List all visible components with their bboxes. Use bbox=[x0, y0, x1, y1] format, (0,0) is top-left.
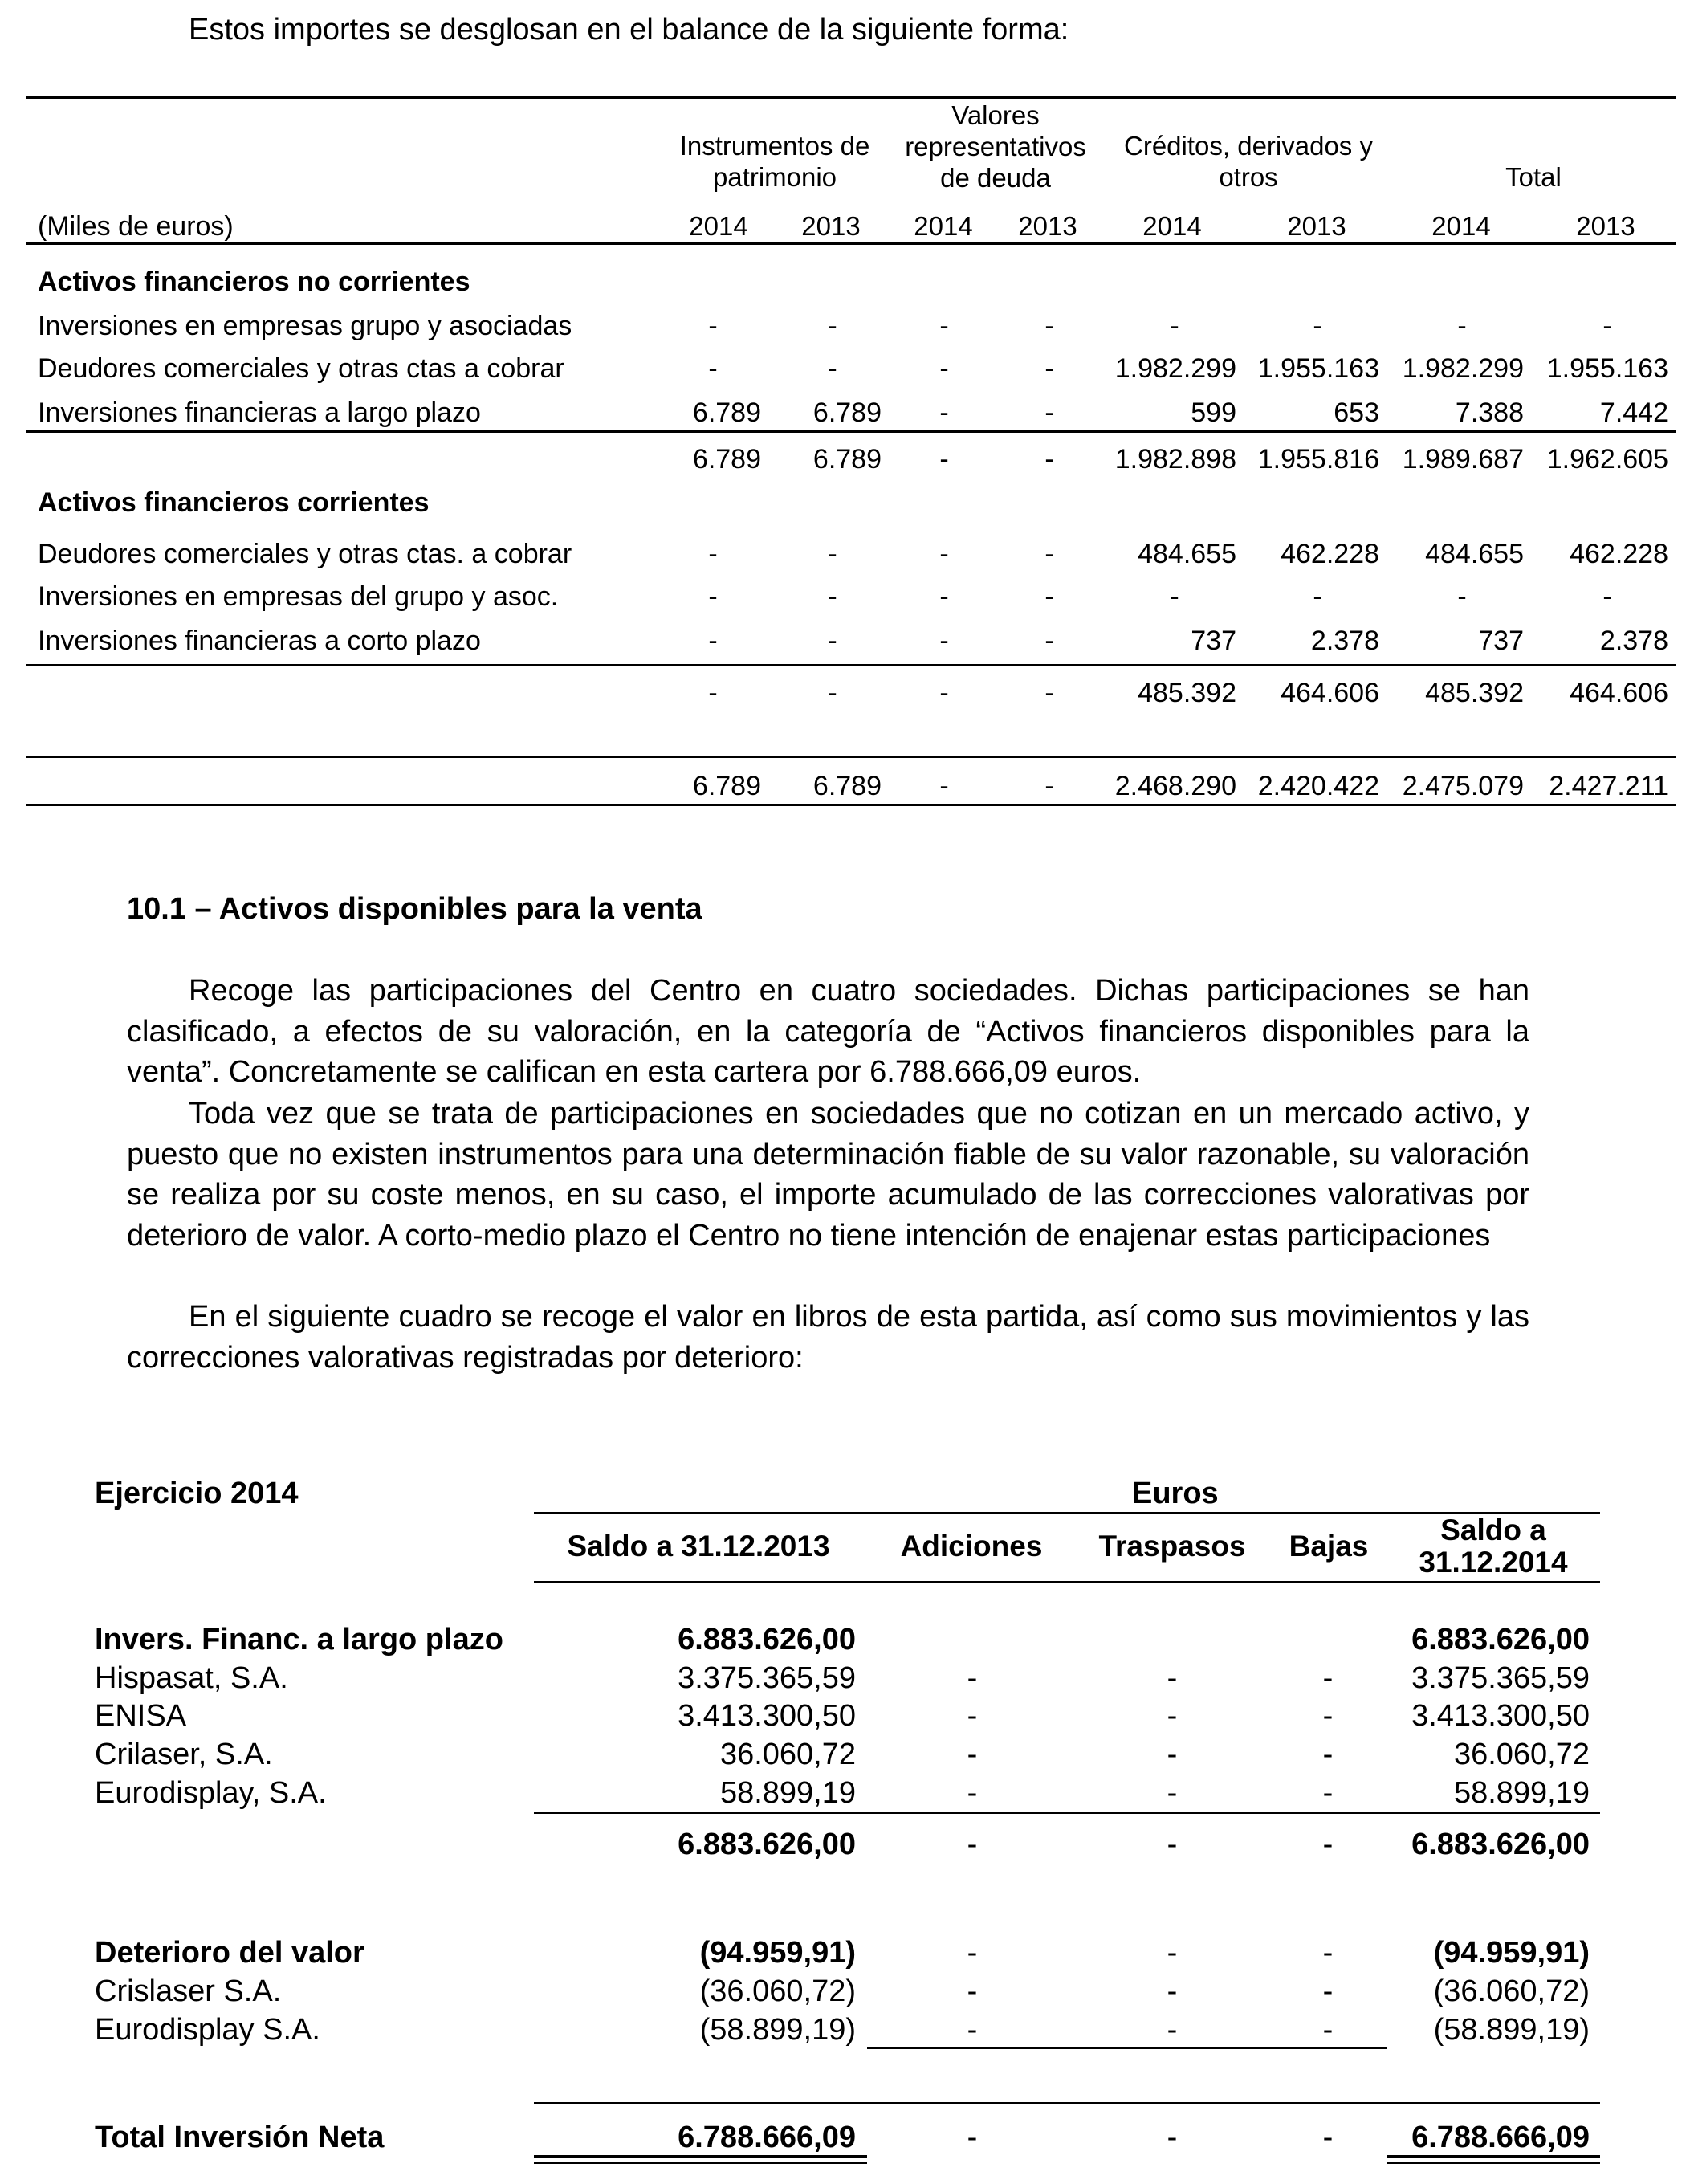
table1-row-value: - bbox=[939, 539, 949, 569]
table1-row-value: - bbox=[828, 311, 837, 341]
table1-total-value: 2.420.422 bbox=[1257, 771, 1379, 801]
table1-row-value: 737 bbox=[1478, 625, 1524, 656]
table2-row-value: (36.060,72) bbox=[699, 1974, 856, 2008]
table2-total-rule-top bbox=[534, 2102, 1600, 2104]
table1-row-value: 599 bbox=[1191, 397, 1236, 428]
table2-row-value: 58.899,19 bbox=[1453, 1776, 1590, 1810]
table1-row-value: 2.378 bbox=[1310, 625, 1379, 656]
table1-total-rule-top bbox=[26, 756, 1676, 758]
header-adiciones: Adiciones bbox=[900, 1530, 1043, 1563]
table2-row-value: 58.899,19 bbox=[719, 1776, 856, 1810]
header-instrumentos: Instrumentos de patrimonio bbox=[679, 131, 870, 192]
table2-group-impairment-label: Deterioro del valor bbox=[95, 1936, 364, 1970]
table2-row-label: Eurodisplay, S.A. bbox=[95, 1776, 327, 1810]
table2-row-label: Eurodisplay S.A. bbox=[95, 2013, 320, 2047]
table1-total-rule-bottom bbox=[26, 804, 1676, 806]
table1-row-value: - bbox=[939, 311, 949, 341]
table2-row-value: - bbox=[1167, 2013, 1178, 2047]
table1-row-value: - bbox=[939, 581, 949, 612]
header-total: Total bbox=[1505, 162, 1562, 192]
year-header: 2014 bbox=[1142, 211, 1202, 241]
total-double-underline-1b bbox=[534, 2162, 867, 2164]
table2-row-value: - bbox=[1167, 1974, 1178, 2008]
table2-row-value: 36.060,72 bbox=[719, 1738, 856, 1771]
table2-row-value: (36.060,72) bbox=[1433, 1974, 1590, 2008]
table2-total-value: 6.788.666,09 bbox=[678, 2121, 856, 2154]
header-valores: Valores representativos de deuda bbox=[905, 100, 1086, 193]
table2-group-impairment-value: - bbox=[1322, 1936, 1334, 1970]
table1-subtotal-current-value: - bbox=[939, 678, 949, 708]
table2-total-value: 6.788.666,09 bbox=[1411, 2121, 1590, 2154]
year-header: 2013 bbox=[801, 211, 861, 241]
table1-row-value: - bbox=[1044, 353, 1054, 384]
table1-row-value: - bbox=[1457, 311, 1467, 341]
table1-row-value: - bbox=[1457, 581, 1467, 612]
table1-row-value: 1.982.299 bbox=[1402, 353, 1524, 384]
total-double-underline-2b bbox=[1387, 2162, 1600, 2164]
table1-subtotal-current-value: 485.392 bbox=[1425, 678, 1524, 708]
section-title: 10.1 – Activos disponibles para la venta bbox=[127, 892, 702, 926]
table2-impairment-rule bbox=[867, 2048, 1387, 2049]
table2-row-label: ENISA bbox=[95, 1699, 187, 1733]
table1-total-value: 2.468.290 bbox=[1114, 771, 1236, 801]
table1-row-label: Inversiones financieras a corto plazo bbox=[38, 625, 481, 656]
table2-row-value: - bbox=[1167, 1738, 1178, 1771]
table1-row-value: 1.955.163 bbox=[1546, 353, 1668, 384]
intro-text: Estos importes se desglosan en el balance de la siguiente forma: bbox=[189, 13, 1069, 47]
header-saldo-2014: Saldo a 31.12.2014 bbox=[1419, 1514, 1568, 1579]
year-header: 2014 bbox=[689, 211, 748, 241]
section-noncurrent: Activos financieros no corrientes bbox=[38, 267, 470, 297]
table1-row-label: Inversiones en empresas grupo y asociadas bbox=[38, 311, 572, 341]
table1-row-value: - bbox=[828, 539, 837, 569]
table2-header-rule bbox=[534, 1581, 1600, 1583]
table1-total-value: 6.789 bbox=[692, 771, 761, 801]
table1-total-value: 6.789 bbox=[812, 771, 882, 801]
paragraph-2: Toda vez que se trata de participaciones en sociedades que no cotizan en un mercado activo, y puesto que no existen instrumentos para una determinación fiable de su valor razonable, su valoración se realiza por su coste menos, en su caso, el importe acumulado de las correcciones valorativas por deterioro de valor. A corto-medio plazo el Centro no tiene intención de enajenar estas participaciones bbox=[127, 1097, 1529, 1253]
table2-row-label: Crilaser, S.A. bbox=[95, 1738, 273, 1771]
table1-subtotal-noncurrent-value: 1.962.605 bbox=[1546, 444, 1668, 475]
table1-row-label: Inversiones en empresas del grupo y asoc. bbox=[38, 581, 559, 612]
table1-subtotal-current-value: - bbox=[828, 678, 837, 708]
table1-row-value: - bbox=[1044, 311, 1054, 341]
table2-subtotal-value: - bbox=[1167, 1827, 1178, 1861]
table1-row-value: - bbox=[939, 397, 949, 428]
table1-total-value: - bbox=[1044, 771, 1054, 801]
table1-subtotal-current-value: - bbox=[1044, 678, 1054, 708]
table1-subtotal-noncurrent-value: - bbox=[939, 444, 949, 475]
table1-row-value: - bbox=[708, 581, 718, 612]
table2-row-value: - bbox=[1322, 2013, 1334, 2047]
table2-total-value: - bbox=[1322, 2121, 1334, 2154]
table1-row-value: - bbox=[1044, 397, 1054, 428]
year-header: 2014 bbox=[1431, 211, 1491, 241]
table1-row-value: - bbox=[828, 353, 837, 384]
table1-row-label: Deudores comerciales y otras ctas a cobrar bbox=[38, 353, 564, 384]
table2-row-value: (58.899,19) bbox=[699, 2013, 856, 2047]
table1-row-value: - bbox=[1313, 581, 1322, 612]
table1-row-value: 6.789 bbox=[812, 397, 882, 428]
table1-row-label: Deudores comerciales y otras ctas. a cobrar bbox=[38, 539, 572, 569]
table1-row-value: 7.442 bbox=[1599, 397, 1668, 428]
table1-row-value: - bbox=[708, 311, 718, 341]
table1-subtotal-noncurrent-value: 6.789 bbox=[692, 444, 761, 475]
table1-row-value: - bbox=[1044, 625, 1054, 656]
table1-row-value: - bbox=[828, 625, 837, 656]
table2-row-value: 36.060,72 bbox=[1453, 1738, 1590, 1771]
table1-row-value: - bbox=[708, 353, 718, 384]
table1-subtotal-current-value: 485.392 bbox=[1138, 678, 1236, 708]
table1-row-value: - bbox=[708, 539, 718, 569]
table1-row-value: - bbox=[1170, 311, 1179, 341]
table1-row-value: 1.982.299 bbox=[1114, 353, 1236, 384]
table2-row-value: - bbox=[1322, 1776, 1334, 1810]
total-double-underline-1 bbox=[534, 2155, 867, 2158]
table2-row-value: - bbox=[1167, 1661, 1178, 1695]
table2-row-value: - bbox=[967, 1738, 978, 1771]
table2-group-investments-label: Invers. Financ. a largo plazo bbox=[95, 1623, 503, 1656]
table1-row-value: - bbox=[1602, 581, 1612, 612]
table2-row-label: Hispasat, S.A. bbox=[95, 1661, 288, 1695]
table1-current-rule bbox=[26, 664, 1676, 666]
table1-row-value: 484.655 bbox=[1425, 539, 1524, 569]
table2-total-value: - bbox=[967, 2121, 978, 2154]
table1-row-value: 6.789 bbox=[692, 397, 761, 428]
table2-group-impairment-value: - bbox=[967, 1936, 978, 1970]
table1-row-value: - bbox=[1044, 539, 1054, 569]
table1-subtotal-current-value: 464.606 bbox=[1281, 678, 1379, 708]
table2-group-impairment-value: (94.959,91) bbox=[1433, 1936, 1590, 1970]
year-header: 2013 bbox=[1287, 211, 1346, 241]
table1-subtotal-noncurrent-value: - bbox=[1044, 444, 1054, 475]
table2-group-investments-value: 6.883.626,00 bbox=[678, 1623, 856, 1656]
table1-row-value: - bbox=[708, 625, 718, 656]
table1-row-value: 462.228 bbox=[1281, 539, 1379, 569]
table1-row-label: Inversiones financieras a largo plazo bbox=[38, 397, 481, 428]
table2-group-impairment-value: (94.959,91) bbox=[699, 1936, 856, 1970]
table1-total-value: - bbox=[939, 771, 949, 801]
table1-subtotal-noncurrent-value: 6.789 bbox=[812, 444, 882, 475]
table1-row-value: - bbox=[939, 625, 949, 656]
header-creditos: Créditos, derivados y otros bbox=[1124, 131, 1373, 192]
table1-row-value: 462.228 bbox=[1570, 539, 1668, 569]
table2-group-investments-value: 6.883.626,00 bbox=[1411, 1623, 1590, 1656]
table1-total-value: 2.427.211 bbox=[1549, 771, 1668, 801]
table1-top-rule bbox=[26, 96, 1676, 99]
table2-row-value: - bbox=[967, 1699, 978, 1733]
table2-subtotal-value: 6.883.626,00 bbox=[1411, 1827, 1590, 1861]
table2-row-value: 3.413.300,50 bbox=[1411, 1699, 1590, 1733]
table2-row-value: 3.375.365,59 bbox=[1411, 1661, 1590, 1695]
table2-row-value: - bbox=[1322, 1699, 1334, 1733]
table2-row-value: - bbox=[1322, 1974, 1334, 2008]
table2-row-label: Crislaser S.A. bbox=[95, 1974, 282, 2008]
table2-row-value: (58.899,19) bbox=[1433, 2013, 1590, 2047]
table1-row-value: 7.388 bbox=[1455, 397, 1524, 428]
paragraph-3: En el siguiente cuadro se recoge el valor en libros de esta partida, así como sus movimientos y las correcciones valorativas registradas por deterioro: bbox=[127, 1300, 1529, 1375]
table2-row-value: - bbox=[1167, 1776, 1178, 1810]
section-current: Activos financieros corrientes bbox=[38, 487, 430, 518]
year-header: 2014 bbox=[914, 211, 973, 241]
units-label: (Miles de euros) bbox=[38, 211, 234, 242]
paragraph-1: Recoge las participaciones del Centro en cuatro sociedades. Dichas participaciones se han clasificado, a efectos de su valoración, en la categoría de “Activos financieros disponibles para la venta”. Concretamente se califican en esta cartera por 6.788.666,09 euros. bbox=[127, 974, 1529, 1089]
table2-row-value: 3.375.365,59 bbox=[678, 1661, 856, 1695]
header-saldo-2013: Saldo a 31.12.2013 bbox=[567, 1530, 830, 1563]
table1-row-value: 484.655 bbox=[1138, 539, 1236, 569]
table1-row-value: 2.378 bbox=[1599, 625, 1668, 656]
table2-total-value: - bbox=[1167, 2121, 1178, 2154]
table2-row-value: - bbox=[967, 2013, 978, 2047]
table2-subtotal-value: - bbox=[967, 1827, 978, 1861]
table1-row-value: - bbox=[1170, 581, 1179, 612]
table1-subtotal-current-value: 464.606 bbox=[1570, 678, 1668, 708]
table1-subtotal-noncurrent-value: 1.989.687 bbox=[1402, 444, 1524, 475]
table1-row-value: - bbox=[939, 353, 949, 384]
table2-row-value: - bbox=[1167, 1699, 1178, 1733]
table2-row-value: - bbox=[967, 1661, 978, 1695]
table2-total-label: Total Inversión Neta bbox=[95, 2121, 385, 2154]
total-double-underline-2 bbox=[1387, 2155, 1600, 2158]
table1-row-value: 737 bbox=[1191, 625, 1236, 656]
table1-noncurrent-rule bbox=[26, 430, 1676, 433]
table2-row-value: - bbox=[967, 1974, 978, 2008]
table1-total-value: 2.475.079 bbox=[1402, 771, 1524, 801]
table2-subtotal-value: - bbox=[1322, 1827, 1334, 1861]
table1-row-value: 653 bbox=[1334, 397, 1379, 428]
table1-row-value: 1.955.163 bbox=[1257, 353, 1379, 384]
header-traspasos: Traspasos bbox=[1098, 1530, 1246, 1563]
table1-row-value: - bbox=[1602, 311, 1612, 341]
table2-row-value: - bbox=[1322, 1738, 1334, 1771]
table1-subtotal-noncurrent-value: 1.955.816 bbox=[1257, 444, 1379, 475]
year-header: 2013 bbox=[1576, 211, 1635, 241]
header-bajas: Bajas bbox=[1289, 1530, 1369, 1563]
year-header: 2013 bbox=[1018, 211, 1077, 241]
table1-subtotal-noncurrent-value: 1.982.898 bbox=[1114, 444, 1236, 475]
table2-currency: Euros bbox=[1132, 1477, 1219, 1510]
table2-group-impairment-value: - bbox=[1167, 1936, 1178, 1970]
table2-row-value: - bbox=[1322, 1661, 1334, 1695]
table1-header-rule bbox=[26, 242, 1676, 245]
table1-row-value: - bbox=[828, 581, 837, 612]
table1-row-value: - bbox=[1044, 581, 1054, 612]
table1-subtotal-current-value: - bbox=[708, 678, 718, 708]
table1-row-value: - bbox=[1313, 311, 1322, 341]
table2-title: Ejercicio 2014 bbox=[95, 1477, 299, 1510]
table2-row-value: - bbox=[967, 1776, 978, 1810]
table2-subtotal-value: 6.883.626,00 bbox=[678, 1827, 856, 1861]
table2-subtotal-rule bbox=[534, 1812, 1600, 1814]
table2-row-value: 3.413.300,50 bbox=[678, 1699, 856, 1733]
